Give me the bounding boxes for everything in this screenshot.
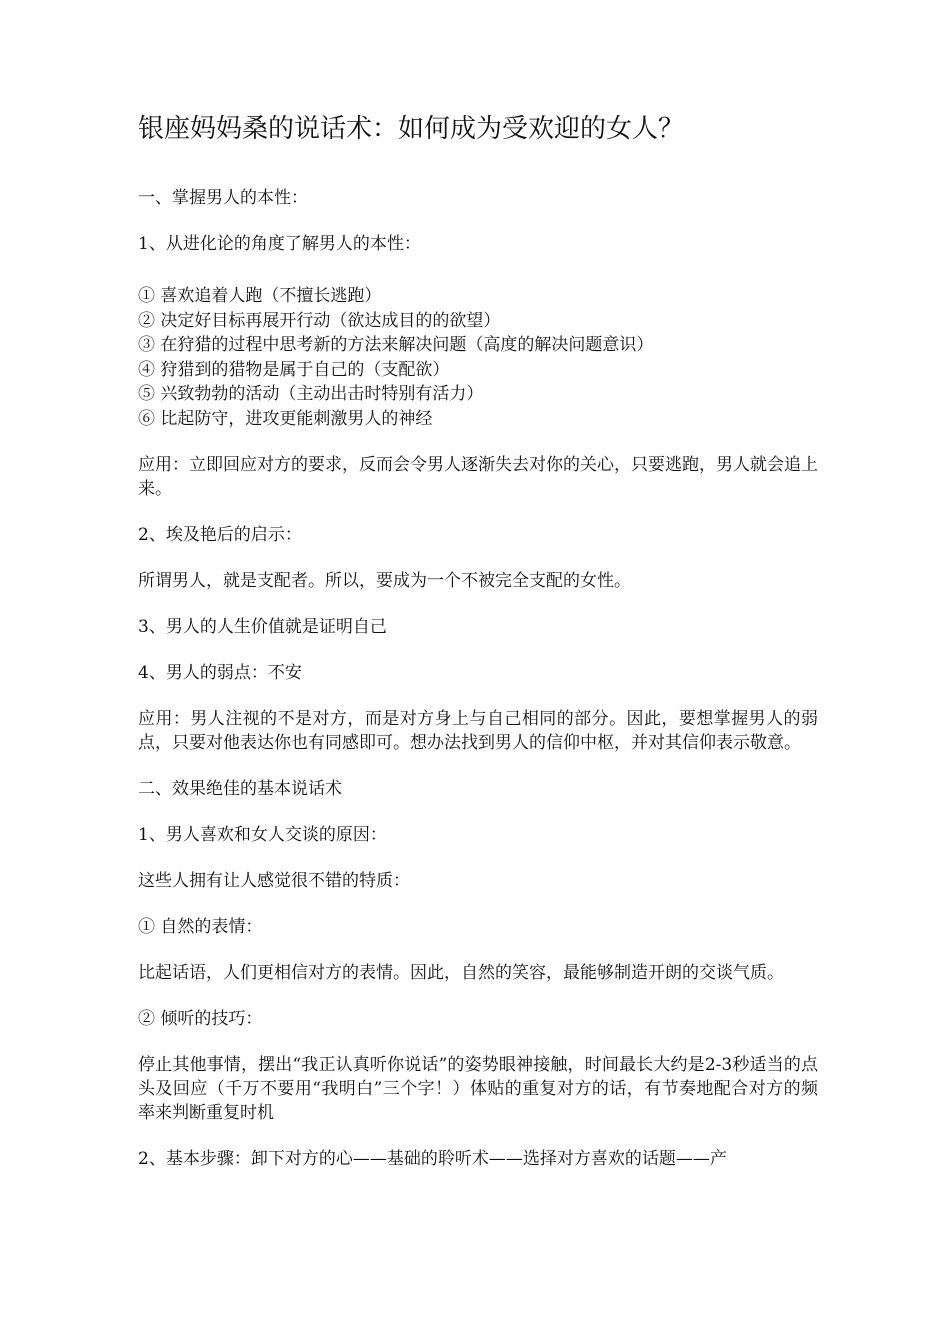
list-item: ④ 狩猎到的猎物是属于自己的（支配欲） — [138, 359, 450, 380]
list-item: ① 自然的表情： — [138, 917, 263, 937]
subheading: 1、从进化论的角度了解男人的本性： — [138, 234, 421, 254]
subheading: 2、基本步骤：卸下对方的心——基础的聆听术——选择对方喜欢的话题——产 — [138, 1149, 727, 1169]
list-item: ② 决定好目标再展开行动（欲达成目的的欲望） — [138, 310, 501, 331]
subheading: 1、男人喜欢和女人交谈的原因： — [138, 825, 387, 845]
subheading: 2、埃及艳后的启示： — [138, 525, 302, 545]
list-item: ② 倾听的技巧： — [138, 1009, 263, 1029]
subheading: 3、男人的人生价值就是证明自己 — [138, 617, 387, 637]
list-item: ⑤ 兴致勃勃的活动（主动出击时特别有活力） — [138, 384, 484, 404]
numbered-list — [138, 284, 818, 431]
paragraph: 应用：男人注视的不是对方，而是对方身上与自己相同的部分。因此，要想掌握男人的弱点，只要对他表达你也有同感即可。想办法找到男人的信仰中枢，并对其信仰表示敬意。 — [138, 709, 818, 753]
paragraph: 比起话语，人们更相信对方的表情。因此，自然的笑容，最能够制造开朗的交谈气质。 — [138, 963, 784, 983]
document-body — [138, 112, 818, 1171]
subheading: 4、男人的弱点：不安 — [138, 663, 302, 683]
paragraph: 应用：立即回应对方的要求，反而会令男人逐渐失去对你的关心，只要逃跑，男人就会追上来。 — [138, 455, 818, 499]
paragraph: 停止其他事情，摆出“我正认真听你说话”的姿势眼神接触，时间最长大约是2-3秒适当的点头及回应（千万不要用“我明白”三个字！）体贴的重复对方的话，有节奏地配合对方的频率来判断重复时机 — [138, 1055, 818, 1123]
document-title: 银座妈妈桑的说话术：如何成为受欢迎的女人？ — [138, 114, 685, 144]
list-item: ③ 在狩猎的过程中思考新的方法来解决问题（高度的解决问题意识） — [138, 335, 654, 355]
list-item: ① 喜欢追着人跑（不擅长逃跑） — [138, 286, 382, 306]
paragraph: 这些人拥有让人感觉很不错的特质： — [138, 871, 410, 891]
section-heading: 一、掌握男人的本性： — [138, 188, 308, 208]
paragraph: 所谓男人，就是支配者。所以，要成为一个不被完全支配的女性。 — [138, 571, 631, 591]
list-item: ⑥ 比起防守，进攻更能刺激男人的神经 — [138, 408, 433, 429]
section-heading: 二、效果绝佳的基本说话术 — [138, 779, 342, 799]
